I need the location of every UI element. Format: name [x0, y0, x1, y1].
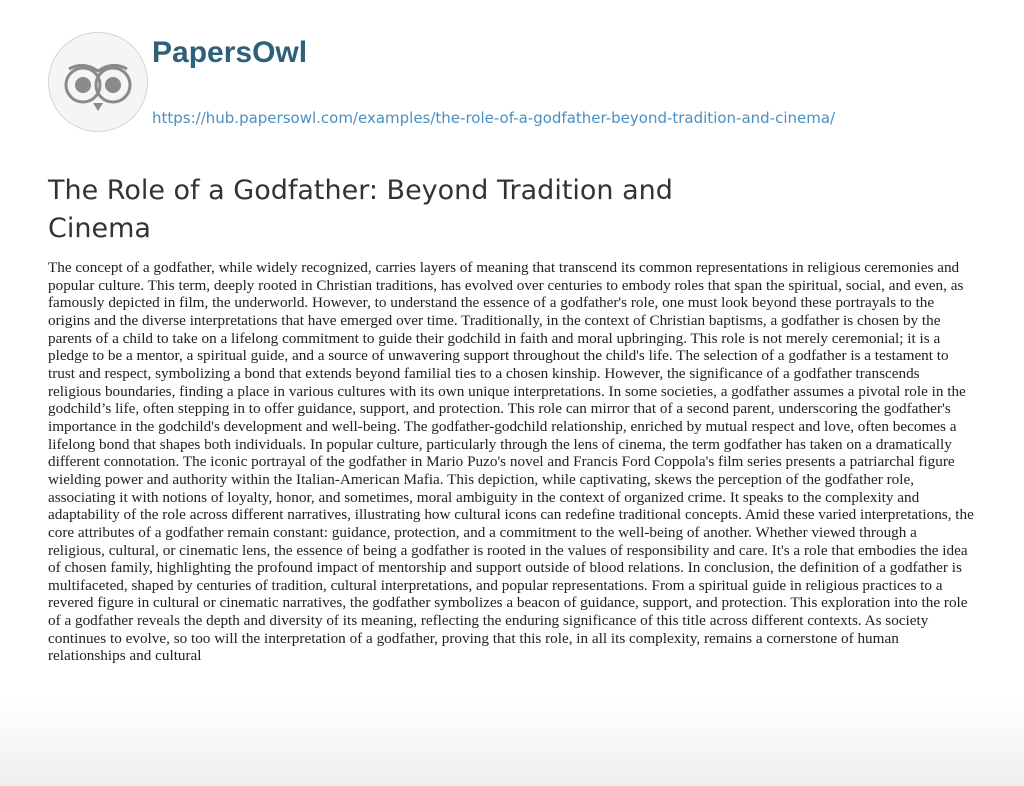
article-title: The Role of a Godfather: Beyond Tradition and Cinema	[48, 175, 673, 244]
brand-name[interactable]: PapersOwl	[152, 36, 308, 69]
owl-eyes-logo-icon[interactable]	[48, 32, 148, 132]
article-body: The concept of a godfather, while widely recognized, carries layers of meaning that transcend its common representations in religious ceremonies and popular culture. This term, deeply rooted in Christian traditions, has evolved over centuries to embody roles that span the spiritual, social, and even, as famously depicted in film, the underworld. However, to understand the essence of a godfather's role, one must look beyond these portrayals to the origins and the diverse interpretations that have emerged over time. Traditionally, in the context of Christian baptisms, a godfather is chosen by the parents of a child to take on a lifelong commitment to guide their godchild in faith and moral upbringing. This role is not merely ceremonial; it is a pledge to be a mentor, a spiritual guide, and a source of unwavering support throughout the child's life. The selection of a godfather is a testament to trust and respect, symbolizing a bond that extends beyond familial ties to a chosen kinship. However, the significance of a godfather transcends religious boundaries, finding a place in various cultures with its own unique interpretations. In some societies, a godfather assumes a pivotal role in the godchild’s life, often stepping in to offer guidance, support, and protection. This role can mirror that of a second parent, underscoring the godfather's importance in the godchild's development and well-being. The godfather-godchild relationship, enriched by mutual respect and love, often becomes a lifelong bond that shapes both individuals. In popular culture, particularly through the lens of cinema, the term godfather has taken on a dramatically different connotation. The iconic portrayal of the godfather in Mario Puzo's novel and Francis Ford Coppola's film series presents a patriarchal figure wielding power and authority within the Italian-American Mafia. This depiction, while captivating, skews the perception of the godfather role, associating it with notions of loyalty, honor, and sometimes, moral ambiguity in the context of organized crime. It speaks to the complexity and adaptability of the role across different narratives, illustrating how cultural icons can redefine traditional concepts. Amid these varied interpretations, the core attributes of a godfather remain constant: guidance, protection, and a commitment to the well-being of another. Whether viewed through a religious, cultural, or cinematic lens, the essence of being a godfather is rooted in the values of responsibility and care. It's a role that embodies the idea of chosen family, highlighting the profound impact of mentorship and support outside of blood relations. In conclusion, the definition of a godfather is multifaceted, shaped by centuries of tradition, cultural interpretations, and popular representations. From a spiritual guide in religious practices to a revered figure in cultural or cinematic narratives, the godfather symbolizes a beacon of guidance, support, and protection. This exploration into the role of a godfather reveals the depth and diversity of its meaning, reflecting the enduring significance of this title across different contexts. As society continues to evolve, so too will the interpretation of a godfather, proving that this role, in all its complexity, remains a cornerstone of human relationships and cultural	[48, 259, 974, 665]
page-url[interactable]: https://hub.papersowl.com/examples/the-role-of-a-godfather-beyond-tradition-and-cinema/	[152, 109, 836, 127]
page-header	[48, 32, 988, 132]
owl-eyes-graphic	[49, 33, 147, 131]
bottom-fade-overlay	[0, 700, 1024, 786]
